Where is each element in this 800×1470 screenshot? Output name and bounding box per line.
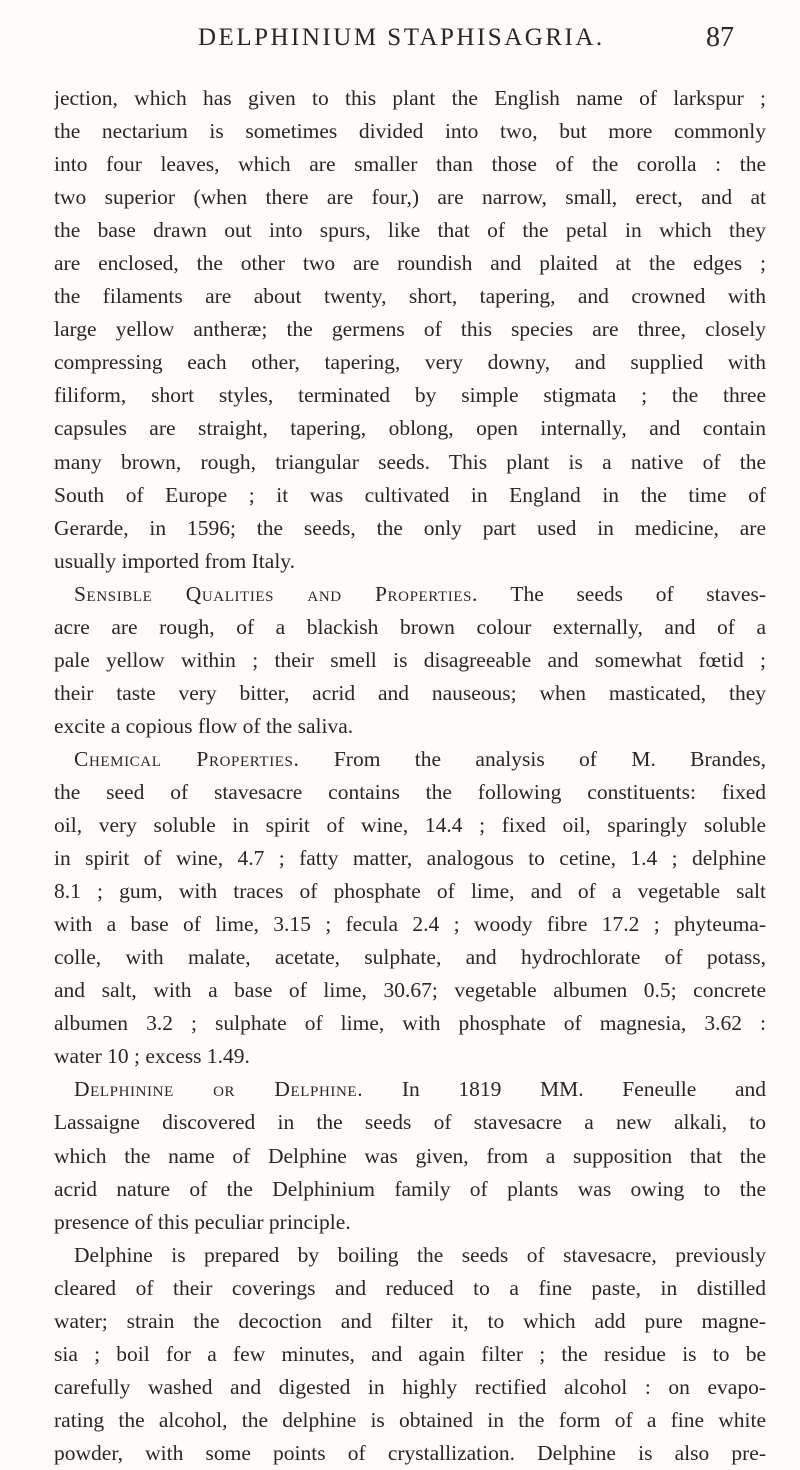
line-text: with a base of lime, 3.15 ; fecula 2.4 ; woody fibre 17.2 ; phyteuma- bbox=[54, 912, 766, 937]
text-line bbox=[54, 1305, 766, 1338]
text-line bbox=[54, 941, 766, 974]
line-text: water 10 ; excess 1.49. bbox=[54, 1044, 250, 1069]
text-line bbox=[54, 1437, 766, 1470]
page-number: 87 bbox=[706, 22, 734, 53]
text-line bbox=[54, 247, 766, 280]
text-line bbox=[54, 842, 766, 875]
line-text: South of Europe ; it was cultivated in England in the time of bbox=[54, 482, 766, 507]
text-line bbox=[54, 644, 766, 677]
line-text: pale yellow within ; their smell is disagreeable and somewhat fœtid ; bbox=[54, 647, 766, 672]
text-line bbox=[54, 446, 766, 479]
line-text: cleared of their coverings and reduced to a fine paste, in distilled bbox=[54, 1275, 766, 1300]
text-line bbox=[54, 280, 766, 313]
text-line bbox=[54, 776, 766, 809]
section-heading: Delphinine or Delphine. bbox=[74, 1077, 364, 1102]
text-line bbox=[54, 710, 766, 743]
text-line bbox=[54, 115, 766, 148]
text-line bbox=[54, 1371, 766, 1404]
line-text: the nectarium is sometimes divided into two, but more commonly bbox=[54, 119, 766, 144]
line-text: and salt, with a base of lime, 30.67; vegetable albumen 0.5; concrete bbox=[54, 978, 766, 1003]
text-line bbox=[54, 974, 766, 1007]
line-text: large yellow antheræ; the germens of this species are three, closely bbox=[54, 317, 766, 342]
line-text: In 1819 MM. Feneulle and bbox=[363, 1077, 766, 1102]
line-text: The seeds of staves- bbox=[478, 581, 766, 606]
line-text: 8.1 ; gum, with traces of phosphate of lime, and of a vegetable salt bbox=[54, 879, 766, 904]
line-text: filiform, short styles, terminated by simple stigmata ; the three bbox=[54, 383, 766, 408]
running-title: DELPHINIUM STAPHISAGRIA. bbox=[198, 24, 605, 51]
text-line bbox=[54, 346, 766, 379]
line-text: capsules are straight, tapering, oblong, open internally, and contain bbox=[54, 416, 766, 441]
text-line bbox=[54, 743, 766, 776]
text-line bbox=[54, 1206, 766, 1239]
text-line bbox=[54, 578, 766, 611]
line-text: colle, with malate, acetate, sulphate, and hydrochlorate of potass, bbox=[54, 945, 766, 970]
line-text: From the analysis of M. Brandes, bbox=[299, 746, 766, 771]
text-line bbox=[54, 313, 766, 346]
text-line bbox=[54, 875, 766, 908]
line-text: usually imported from Italy. bbox=[54, 548, 296, 573]
line-text: excite a copious flow of the saliva. bbox=[54, 713, 354, 738]
text-line bbox=[54, 809, 766, 842]
line-text: their taste very bitter, acrid and nauseous; when masticated, they bbox=[54, 680, 766, 705]
line-text: the base drawn out into spurs, like that of the petal in which they bbox=[54, 218, 766, 243]
text-line bbox=[54, 545, 766, 578]
text-line bbox=[54, 1007, 766, 1040]
line-text: acrid nature of the Delphinium family of plants was owing to the bbox=[54, 1176, 766, 1201]
text-line bbox=[54, 479, 766, 512]
line-text: sia ; boil for a few minutes, and again filter ; the residue is to be bbox=[54, 1341, 766, 1366]
line-text: jection, which has given to this plant the English name of larkspur ; bbox=[54, 86, 766, 110]
line-text: in spirit of wine, 4.7 ; fatty matter, analogous to cetine, 1.4 ; delphine bbox=[54, 846, 766, 871]
text-line bbox=[54, 82, 766, 115]
text-line bbox=[54, 1140, 766, 1173]
text-line bbox=[54, 1106, 766, 1139]
line-text: oil, very soluble in spirit of wine, 14.4 ; fixed oil, sparingly soluble bbox=[54, 813, 766, 838]
line-text: carefully washed and digested in highly rectified alcohol : on evapo- bbox=[54, 1374, 766, 1399]
line-text: rating the alcohol, the delphine is obtained in the form of a fine white bbox=[54, 1407, 766, 1432]
body-text bbox=[54, 82, 766, 1470]
line-text: two superior (when there are four,) are narrow, small, erect, and at bbox=[54, 185, 766, 210]
text-line bbox=[54, 1073, 766, 1106]
line-text: Lassaigne discovered in the seeds of stavesacre a new alkali, to bbox=[54, 1110, 766, 1135]
line-text: are enclosed, the other two are roundish and plaited at the edges ; bbox=[54, 251, 766, 276]
line-text: presence of this peculiar principle. bbox=[54, 1209, 351, 1234]
text-line bbox=[54, 908, 766, 941]
text-line bbox=[54, 214, 766, 247]
line-text: the filaments are about twenty, short, tapering, and crowned with bbox=[54, 284, 766, 309]
text-line bbox=[54, 148, 766, 181]
line-text: the seed of stavesacre contains the following constituents: fixed bbox=[54, 779, 766, 804]
text-line bbox=[54, 1040, 766, 1073]
line-text: compressing each other, tapering, very downy, and supplied with bbox=[54, 350, 766, 375]
text-line bbox=[54, 379, 766, 412]
text-line bbox=[54, 1173, 766, 1206]
line-text: water; strain the decoction and filter it, to which add pure magne- bbox=[54, 1308, 766, 1333]
section-heading: Sensible Qualities and Properties. bbox=[74, 581, 479, 606]
line-text: which the name of Delphine was given, from a supposition that the bbox=[54, 1143, 766, 1168]
text-line bbox=[54, 181, 766, 214]
line-text: Delphine is prepared by boiling the seeds of stavesacre, previously bbox=[74, 1242, 766, 1267]
text-line bbox=[54, 1404, 766, 1437]
text-line bbox=[54, 1338, 766, 1371]
line-text: acre are rough, of a blackish brown colour externally, and of a bbox=[54, 614, 766, 639]
section-heading: Chemical Properties. bbox=[74, 746, 300, 771]
text-line bbox=[54, 1272, 766, 1305]
text-line bbox=[54, 512, 766, 545]
text-line bbox=[54, 611, 766, 644]
text-line bbox=[54, 677, 766, 710]
text-line bbox=[54, 1239, 766, 1272]
line-text: powder, with some points of crystallization. Delphine is also pre- bbox=[54, 1440, 766, 1465]
line-text: Gerarde, in 1596; the seeds, the only part used in medicine, are bbox=[54, 515, 766, 540]
line-text: into four leaves, which are smaller than those of the corolla : the bbox=[54, 152, 766, 177]
line-text: many brown, rough, triangular seeds. This plant is a native of the bbox=[54, 449, 766, 474]
text-line bbox=[54, 412, 766, 445]
line-text: albumen 3.2 ; sulphate of lime, with phosphate of magnesia, 3.62 : bbox=[54, 1011, 766, 1036]
running-head bbox=[0, 24, 800, 60]
